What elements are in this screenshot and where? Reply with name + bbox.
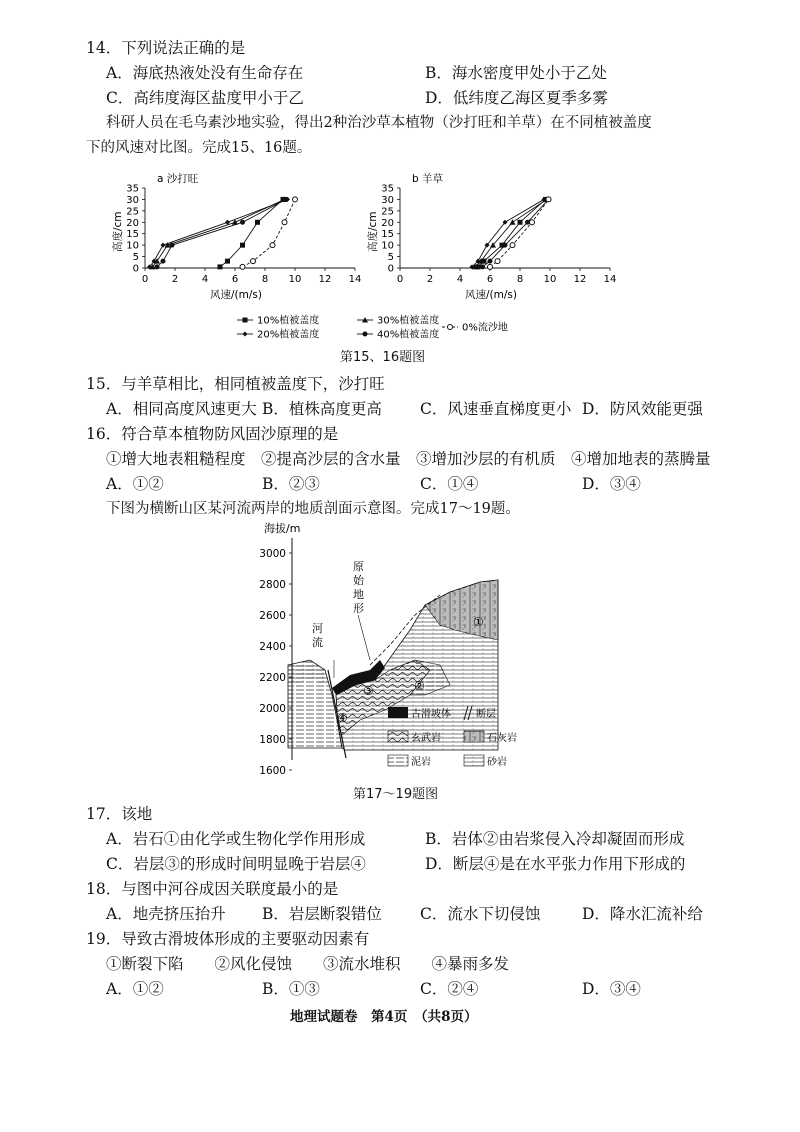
- y-tick-label: 15: [381, 229, 394, 241]
- data-point: [510, 243, 515, 248]
- q17-option-b: B．岩体②由岩浆侵入冷却凝固而形成: [425, 830, 685, 848]
- legend-mudstone: 泥岩: [411, 757, 431, 768]
- series-line-4: [157, 199, 286, 266]
- legend-limestone: 石灰岩: [487, 733, 517, 744]
- data-point: [510, 219, 516, 225]
- label-river-1: 河: [312, 622, 323, 635]
- legend-label-s30: 30%植被盖度: [377, 315, 440, 327]
- intro-15-16-line2: 下的风速对比图。完成15、16题。: [86, 140, 312, 156]
- data-point: [255, 220, 260, 225]
- data-point: [240, 243, 245, 248]
- data-point: [240, 220, 245, 225]
- x-tick-label: 6: [231, 274, 239, 285]
- q14-option-a: A．海底热液处没有生命存在: [106, 64, 304, 82]
- x-tick-label: 4: [456, 274, 464, 285]
- legend-sandstone: 砂岩: [487, 757, 507, 768]
- y-axis-label: 高度/cm: [367, 211, 379, 252]
- geo-y-ticks: [259, 548, 292, 777]
- data-point: [170, 243, 175, 248]
- wind-speed-charts: [95, 160, 675, 360]
- y-tick-label: 10: [126, 240, 139, 252]
- y-tick-label: 35: [126, 183, 139, 195]
- q14-option-d: D．低纬度乙海区夏季多雾: [425, 89, 608, 107]
- x-tick-label: 2: [171, 274, 179, 285]
- data-point: [161, 243, 166, 248]
- intro-15-16-line1: 科研人员在毛乌素沙地实验，得出2种治沙草本植物（沙打旺和羊草）在不同植被盖度: [106, 115, 652, 131]
- chart-b-yangcao: [366, 172, 616, 301]
- q16-option-a: A．①②: [106, 475, 164, 493]
- q14-option-c: C．高纬度海区盐度甲小于乙: [106, 89, 304, 107]
- q17-stem: 17．该地: [86, 805, 153, 823]
- legend-fault: 断层: [476, 709, 496, 720]
- data-point: [518, 220, 523, 225]
- geo-y-tick-label: 1600: [259, 765, 286, 777]
- marker-1: ①: [473, 615, 484, 629]
- q19-option-d: D．③④: [582, 980, 641, 998]
- y-axis-label: 高度/cm: [112, 211, 124, 252]
- x-tick-label: 8: [261, 274, 269, 285]
- legend-label-s40: 40%植被盖度: [377, 329, 440, 341]
- legend-landslide: 古滑坡体: [411, 709, 451, 720]
- q18-option-d: D．降水汇流补给: [582, 905, 703, 923]
- y-tick-label: 10: [381, 240, 394, 252]
- x-tick-label: 2: [426, 274, 434, 285]
- y-tick-label: 0: [387, 263, 394, 275]
- y-tick-label: 0: [132, 263, 139, 275]
- q17-option-d: D．断层④是在水平张力作用下形成的: [425, 855, 686, 873]
- data-point: [161, 259, 166, 264]
- y-tick-label: 35: [381, 183, 394, 195]
- q19-items: ①断裂下陷 ②风化侵蚀 ③流水堆积 ④暴雨多发: [106, 955, 510, 973]
- q18-stem: 18．与图中河谷成因关联度最小的是: [86, 880, 339, 898]
- legend-label-s20: 20%植被盖度: [257, 329, 320, 341]
- q15-option-b: B．植株高度更高: [262, 400, 382, 418]
- label-river-2: 流: [312, 636, 323, 649]
- marker-3: ③: [363, 684, 374, 698]
- intro-17-19: 下图为横断山区某河流两岸的地质剖面示意图。完成17～19题。: [106, 501, 520, 517]
- figure-caption-17-19: 第17～19题图: [353, 787, 439, 802]
- geo-y-tick-label: 2000: [259, 703, 286, 715]
- figure-caption-15-16: 第15、16题图: [340, 350, 426, 365]
- label-original-1: 原: [353, 560, 364, 573]
- x-axis-label: 风速/(m/s): [210, 289, 262, 301]
- series-line-2: [472, 199, 544, 266]
- geo-y-tick-label: 3000: [259, 548, 286, 560]
- legend-marker: [363, 332, 368, 337]
- y-tick-label: 20: [126, 217, 139, 229]
- series-line-1: [478, 199, 546, 266]
- q18-option-a: A．地壳挤压抬升: [106, 905, 226, 923]
- x-tick-label: 12: [573, 274, 587, 285]
- data-point: [218, 264, 223, 269]
- data-point: [480, 264, 485, 269]
- series-line-4: [483, 199, 549, 266]
- x-tick-label: 0: [141, 274, 149, 285]
- data-point: [488, 264, 493, 269]
- data-point: [282, 220, 287, 225]
- y-tick-label: 30: [381, 194, 394, 206]
- q15-option-d: D．防风效能更强: [582, 400, 703, 418]
- geo-y-tick-label: 2200: [259, 672, 286, 684]
- q17-option-c: C．岩层③的形成时间明显晚于岩层④: [106, 855, 366, 873]
- y-tick-label: 5: [387, 252, 394, 264]
- series-line-1: [220, 199, 283, 266]
- data-point: [155, 264, 160, 269]
- legend-marker: [243, 332, 248, 337]
- chart-title: a 沙打旺: [157, 173, 199, 185]
- geo-y-tick-label: 2600: [259, 610, 286, 622]
- q19-option-b: B．①③: [262, 980, 320, 998]
- q15-stem: 15．与羊草相比，相同植被盖度下，沙打旺: [86, 375, 385, 393]
- x-tick-label: 14: [348, 274, 362, 285]
- q18-option-c: C．流水下切侵蚀: [420, 905, 541, 923]
- page-footer: 地理试题卷 第4页 （共8页）: [290, 1009, 478, 1025]
- data-point: [284, 197, 289, 202]
- q17-option-a: A．岩石①由化学或生物化学作用形成: [106, 830, 366, 848]
- x-axis-label: 风速/(m/s): [465, 289, 517, 301]
- geo-yaxis-label: 海拔/m: [264, 522, 301, 535]
- q14-option-b: B．海水密度甲处小于乙处: [425, 64, 607, 82]
- legend-label-s10: 10%植被盖度: [257, 315, 320, 327]
- x-tick-label: 4: [201, 274, 209, 285]
- y-tick-label: 25: [381, 206, 394, 218]
- legend-marker: [243, 318, 248, 323]
- legend-marker: [448, 325, 453, 330]
- q19-option-c: C．②④: [420, 980, 479, 998]
- legend-label-s0: 0%流沙地: [462, 322, 508, 334]
- data-point: [270, 243, 275, 248]
- y-tick-label: 25: [126, 206, 139, 218]
- q14-stem: 14．下列说法正确的是: [86, 39, 246, 57]
- x-tick-label: 14: [603, 274, 617, 285]
- data-point: [488, 259, 493, 264]
- y-tick-label: 20: [381, 217, 394, 229]
- label-original-3: 地: [353, 588, 364, 601]
- label-original-2: 始: [353, 574, 364, 587]
- chart-title: b 羊草: [412, 173, 444, 185]
- label-original-4: 形: [353, 602, 364, 615]
- geological-section: [250, 520, 550, 780]
- q16-option-c: C．①④: [420, 475, 479, 493]
- x-tick-label: 8: [516, 274, 524, 285]
- marker-4: ④: [337, 711, 348, 725]
- q15-option-c: C．风速垂直梯度更小: [420, 400, 572, 418]
- geo-y-tick-label: 1800: [259, 734, 286, 746]
- x-tick-label: 0: [396, 274, 404, 285]
- y-tick-label: 15: [126, 229, 139, 241]
- data-point: [251, 259, 256, 264]
- geo-y-tick-label: 2800: [259, 579, 286, 591]
- chart-legend: [237, 314, 508, 341]
- q19-option-a: A．①②: [106, 980, 164, 998]
- legend-basalt: 玄武岩: [411, 733, 441, 744]
- q19-stem: 19．导致古滑坡体形成的主要驱动因素有: [86, 930, 370, 948]
- marker-2: ②: [414, 679, 425, 693]
- geo-y-tick-label: 2400: [259, 641, 286, 653]
- x-tick-label: 10: [288, 274, 302, 285]
- q16-items: ①增大地表粗糙程度 ②提高沙层的含水量 ③增加沙层的有机质 ④增加地表的蒸腾量: [106, 450, 711, 468]
- data-point: [503, 243, 508, 248]
- data-point: [240, 264, 245, 269]
- series-line-3: [153, 199, 285, 266]
- chart-a-shadawang: [111, 172, 361, 301]
- x-tick-label: 12: [318, 274, 332, 285]
- x-tick-label: 10: [543, 274, 557, 285]
- q16-option-d: D．③④: [582, 475, 641, 493]
- data-point: [225, 259, 230, 264]
- data-point: [530, 220, 535, 225]
- data-point: [495, 259, 500, 264]
- q16-option-b: B．②③: [262, 475, 320, 493]
- q18-option-b: B．岩层断裂错位: [262, 905, 382, 923]
- y-tick-label: 30: [126, 194, 139, 206]
- q16-stem: 16．符合草本植物防风固沙原理的是: [86, 425, 339, 443]
- data-point: [546, 197, 551, 202]
- data-point: [293, 197, 298, 202]
- q15-option-a: A．相同高度风速更大: [106, 400, 257, 418]
- y-tick-label: 5: [132, 252, 139, 264]
- x-tick-label: 6: [486, 274, 494, 285]
